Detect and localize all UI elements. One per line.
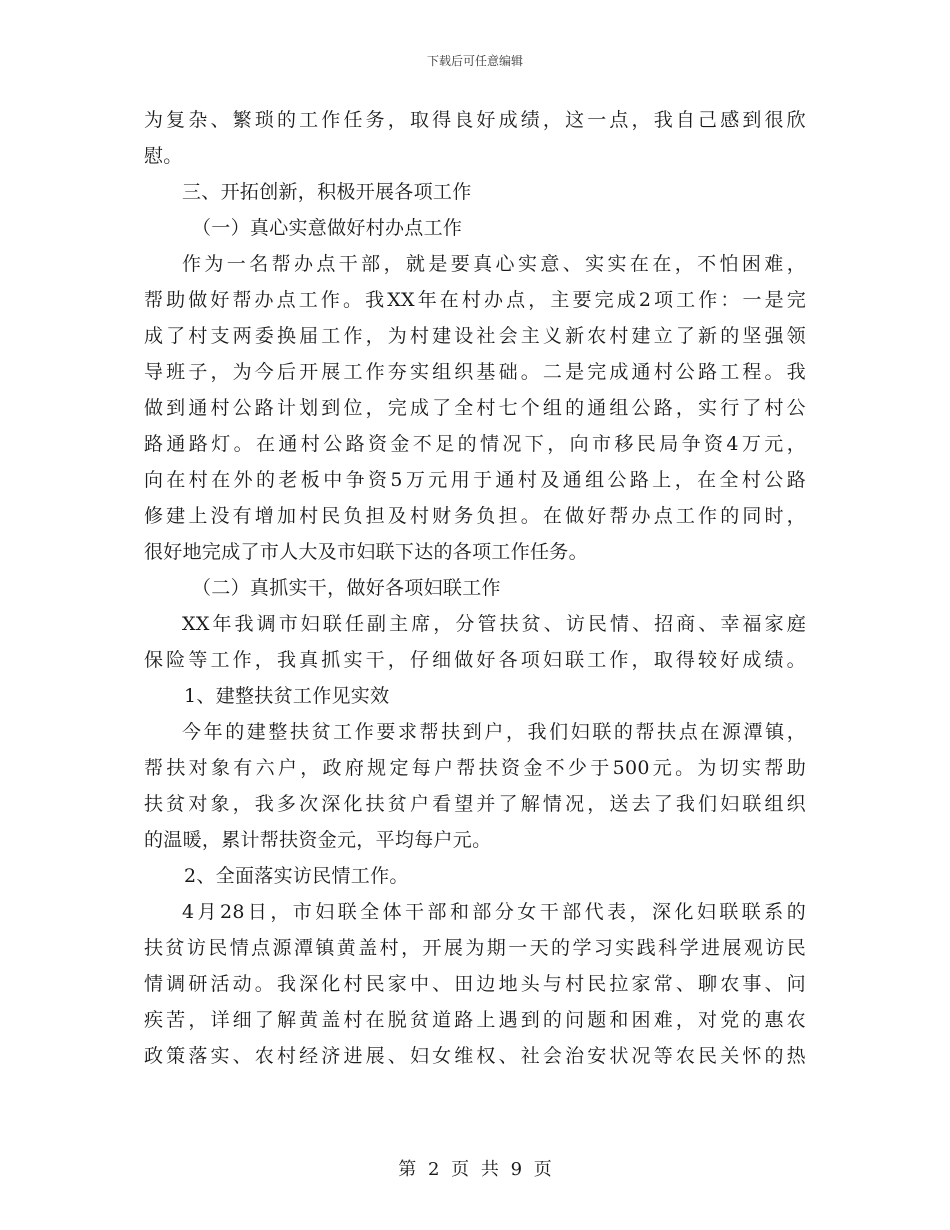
page-header: 下载后可任意编辑 (426, 54, 523, 68)
paragraph-line: 政策落实、农村经济进展、妇女维权、社会治安状况等农民关怀的热 (144, 1045, 806, 1067)
paragraph-line: 今年的建整扶贫工作要求帮扶到户，我们妇联的帮扶点在源潭镇， (182, 721, 806, 743)
item-heading: 1、建整扶贫工作见实效 (184, 685, 390, 707)
paragraph-line: 4月28日，市妇联全体干部和部分女干部代表，深化妇联联系的 (182, 901, 806, 923)
paragraph-line: 修建上没有增加村民负担及村财务负担。在做好帮办点工作的同时， (144, 505, 806, 527)
paragraph-line: 保险等工作，我真抓实干，仔细做好各项妇联工作，取得较好成绩。 (144, 649, 806, 671)
paragraph-line: 帮扶对象有六户，政府规定每户帮扶资金不少于500元。为切实帮助 (144, 757, 806, 779)
paragraph-line: 作为一名帮办点干部，就是要真心实意、实实在在，不怕困难， (182, 253, 806, 275)
section-heading: 三、开拓创新，积极开展各项工作 (182, 181, 472, 203)
paragraph-line: 很好地完成了市人大及市妇联下达的各项工作任务。 (144, 541, 588, 563)
document-body (144, 108, 806, 1080)
paragraph-line: 向在村在外的老板中争资5万元用于通村及通组公路上，在全村公路 (144, 469, 806, 491)
paragraph-line: 慰。 (144, 145, 183, 167)
paragraph-line: XX年我调市妇联任副主席，分管扶贫、访民情、招商、幸福家庭 (182, 613, 806, 635)
subsection-heading: （二）真抓实干，做好各项妇联工作 (192, 577, 501, 599)
paragraph-line: 扶贫对象，我多次深化扶贫户看望并了解情况，送去了我们妇联组织 (144, 793, 806, 815)
page-footer: 第 2 页 共 9 页 (398, 1159, 552, 1180)
paragraph-line: 做到通村公路计划到位，完成了全村七个组的通组公路，实行了村公 (144, 397, 806, 419)
paragraph-line: 情调研活动。我深化村民家中、田边地头与村民拉家常、聊农事、问 (144, 973, 806, 995)
paragraph-line: 成了村支两委换届工作，为村建设社会主义新农村建立了新的坚强领 (144, 325, 806, 347)
paragraph-line: 扶贫访民情点源潭镇黄盖村，开展为期一天的学习实践科学进展观访民 (144, 937, 806, 959)
paragraph-line: 疾苦，详细了解黄盖村在脱贫道路上遇到的问题和困难，对党的惠农 (144, 1009, 806, 1031)
paragraph-line: 导班子，为今后开展工作夯实组织基础。二是完成通村公路工程。我 (144, 361, 806, 383)
paragraph-line: 的温暖，累计帮扶资金元，平均每户元。 (144, 829, 492, 851)
paragraph-line: 帮助做好帮办点工作。我XX年在村办点，主要完成2项工作：一是完 (144, 289, 806, 311)
paragraph-line: 路通路灯。在通村公路资金不足的情况下，向市移民局争资4万元， (144, 433, 806, 455)
paragraph-line: 为复杂、繁琐的工作任务，取得良好成绩，这一点，我自己感到很欣 (144, 109, 806, 131)
subsection-heading: （一）真心实意做好村办点工作 (192, 217, 463, 239)
item-heading: 2、全面落实访民情工作。 (184, 865, 409, 887)
